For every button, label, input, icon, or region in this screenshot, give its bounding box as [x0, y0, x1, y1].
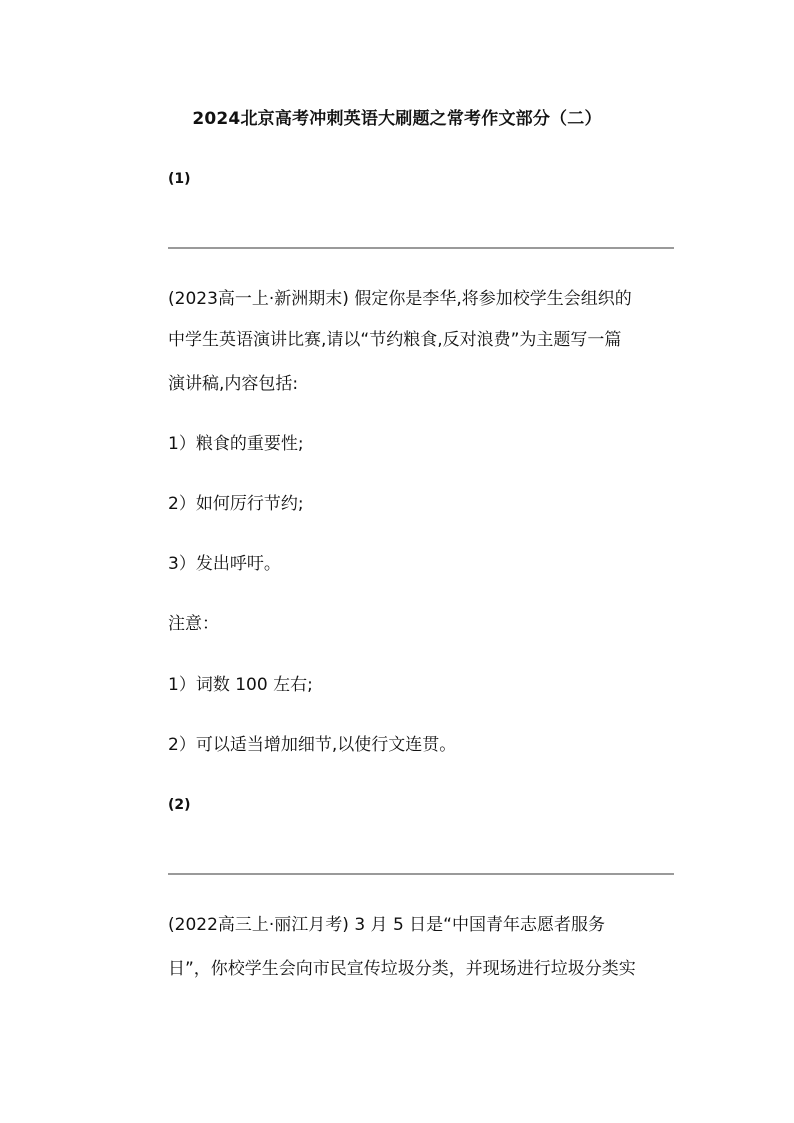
- note-item: 1）词数 100 左右;: [168, 675, 313, 695]
- answer-divider: [168, 873, 674, 875]
- requirement-item: 2）如何厉行节约;: [168, 494, 304, 514]
- requirement-item: 3）发出呼吁。: [168, 554, 281, 574]
- question-number: (1): [168, 171, 191, 187]
- document-title: 2024北京高考冲刺英语大刷题之常考作文部分（二）: [192, 109, 602, 129]
- note-heading: 注意：: [168, 614, 219, 634]
- answer-divider: [168, 247, 674, 249]
- question-text-line: (2023高一上·新洲期末) 假定你是李华,将参加校学生会组织的: [168, 289, 632, 309]
- question-text-line: 日”，你校学生会向市民宣传垃圾分类，并现场进行垃圾分类实: [168, 959, 636, 979]
- note-item: 2）可以适当增加细节,以使行文连贯。: [168, 735, 457, 755]
- question-text-line: 中学生英语演讲比赛,请以“节约粮食,反对浪费”为主题写一篇: [168, 330, 622, 350]
- requirement-item: 1）粮食的重要性;: [168, 434, 304, 454]
- question-number: (2): [168, 797, 191, 813]
- question-text-line: (2022高三上·丽江月考) 3 月 5 日是“中国青年志愿者服务: [168, 915, 605, 935]
- question-text-line: 演讲稿,内容包括:: [168, 374, 299, 394]
